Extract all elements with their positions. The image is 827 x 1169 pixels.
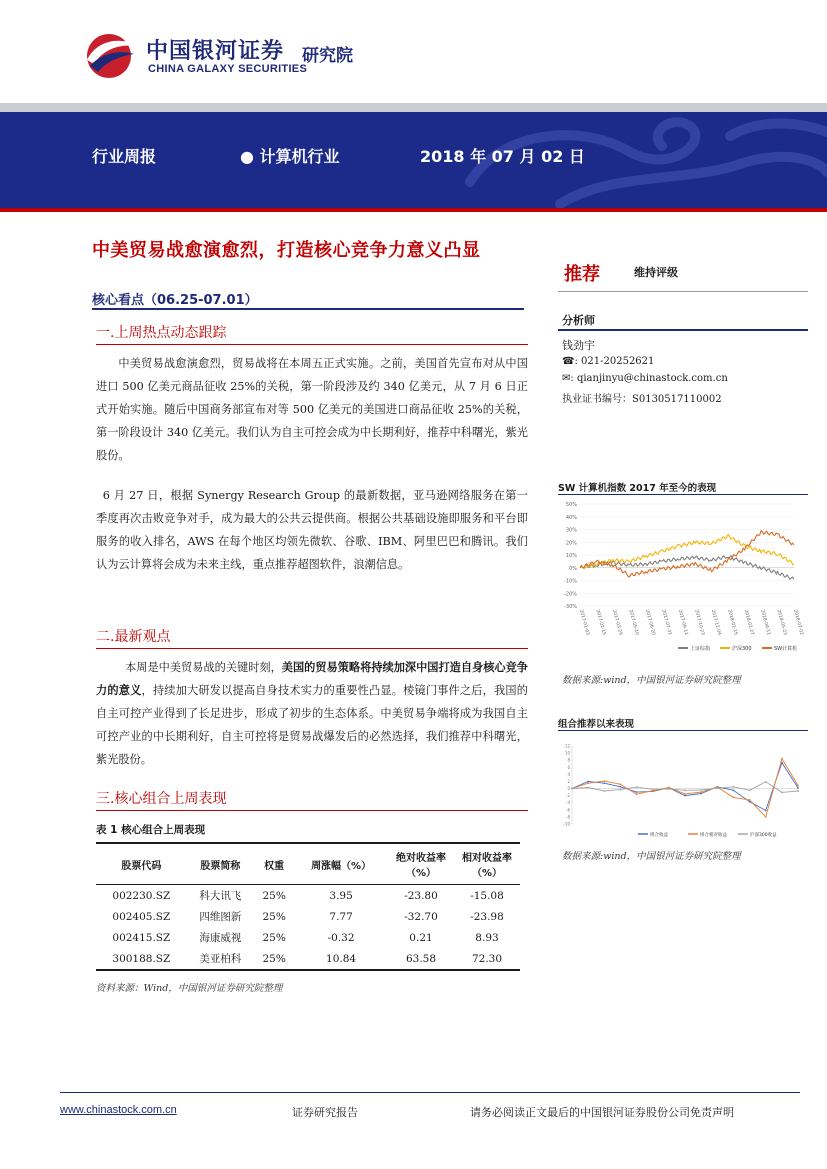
table-cell: -0.32 [327, 931, 355, 944]
col-header: 权重 [264, 860, 285, 872]
table-cell: 300188.SZ [112, 952, 171, 965]
table-cell: 四维图新 [199, 911, 242, 923]
report-date: 2018 年 07 月 02 日 [420, 147, 585, 166]
table-cell: 72.30 [471, 952, 503, 965]
portfolio-table [96, 842, 520, 971]
col-header: 绝对收益率（%） [396, 853, 446, 879]
industry-label: ● 计算机行业 [240, 147, 340, 166]
chart-2-rule [558, 730, 808, 731]
brand-name-en: CHINA GALAXY SECURITIES [148, 63, 308, 75]
section-1-paragraph-2: 6 月 27 日，根据 Synergy Research Group 的最新数据，亚马逊网络服务在第一季度再次击败竞争对手，成为最大的公共云提供商。根据公共基础设施即服务和平台即服务的收入排名，AWS 在每个地区均领先微软、谷歌、IBM、阿里巴巴和腾讯。我们认为云计算将会成为未来主线，重点推荐超图软件，浪潮信息。 [96, 489, 528, 571]
x-tick-label: 2017-05-10 [627, 609, 640, 636]
data-point [603, 782, 605, 784]
data-point [636, 786, 638, 788]
x-tick-label: 2018-02-27 [742, 609, 755, 636]
table-row [96, 948, 520, 970]
table-cell: -23.98 [470, 910, 504, 923]
chart-1-rule [558, 494, 808, 495]
section-2-rule [96, 648, 528, 649]
series-line [572, 759, 798, 817]
y-tick-label: -10 [563, 821, 570, 827]
x-tick-label: 2018-04-11 [759, 609, 771, 636]
y-tick-label: -8 [566, 814, 570, 820]
table-cell: 63.58 [405, 952, 437, 965]
table-cell: -23.80 [404, 889, 438, 902]
table-cell: -15.08 [470, 889, 504, 902]
brand-name-cn: 中国银河证券 [146, 39, 285, 64]
col-header: 周涨幅（%） [311, 860, 372, 872]
section-2-paragraph: 本周是中美贸易战的关键时刻，美国的贸易策略将持续加深中国打造自身核心竞争力的意义，持续加大研发以提高自身技术实力的重要性凸显。棱镜门事件之后，我国的自主可控产业得到了长足进步，形成了初步的生态体系。中美贸易争端将成为我国自主可控产业的中长期利好，自主可控将是贸易战爆发后的必然选择，我们推荐中科曙光，紫光股份。 [96, 660, 528, 766]
table-cell: 25% [262, 910, 286, 923]
table-cell: 海康威视 [199, 932, 242, 944]
table-cell: 25% [262, 931, 286, 944]
col-header: 相对收益率（%） [462, 853, 512, 879]
report-type: 行业周报 [92, 147, 157, 166]
data-point [587, 782, 589, 784]
data-point [733, 797, 735, 799]
section-3-title: 三.核心组合上周表现 [96, 791, 227, 807]
data-point [620, 786, 622, 788]
portfolio-performance-chart [558, 740, 808, 840]
data-point [684, 789, 686, 791]
chart-2-title: 组合推荐以来表现 [558, 719, 635, 730]
data-point [684, 793, 686, 795]
y-tick-label: -20% [564, 591, 577, 598]
table-row [96, 885, 520, 907]
y-tick-label: 12 [564, 743, 570, 749]
legend-label: 组合相对收益 [700, 833, 727, 838]
data-point [733, 786, 735, 788]
table-row [96, 927, 520, 948]
y-tick-label: 10 [564, 750, 570, 756]
x-tick-label: 2017-02-15 [594, 609, 607, 636]
table-cell: 美亚柏科 [199, 953, 242, 965]
galaxy-logo-icon [82, 30, 138, 80]
phone-icon: ☎ [562, 356, 575, 367]
data-point [749, 799, 751, 801]
series-line [572, 763, 798, 811]
table-cell: 10.84 [326, 952, 357, 965]
y-tick-label: -6 [566, 807, 570, 813]
data-point [781, 792, 783, 794]
chart-2-source: 数据来源:wind，中国银河证券研究院整理 [562, 851, 741, 862]
y-tick-label: -30% [564, 604, 577, 610]
table-row [96, 906, 520, 927]
banner-red-rule [0, 208, 827, 212]
y-tick-label: 50% [565, 502, 577, 508]
data-point [652, 788, 654, 790]
data-point [587, 781, 589, 783]
x-tick-label: 2018-01-15 [726, 609, 738, 636]
legend-label: 上证综指 [690, 646, 711, 652]
analyst-name: 钱劲宇 [562, 339, 595, 352]
table-caption: 表 1 核心组合上周表现 [96, 824, 206, 836]
analyst-heading: 分析师 [562, 314, 595, 327]
legend-label: 组合收益 [650, 833, 668, 838]
core-view-rule [92, 308, 524, 310]
y-tick-label: 8 [567, 757, 570, 763]
email-row: ✉: qianjinyu@chinastock.com.cn [562, 373, 728, 384]
certificate-number: 执业证书编号：S0130517110002 [562, 394, 722, 405]
email-address[interactable]: qianjinyu@chinastock.com.cn [576, 373, 728, 384]
table-cell: 002415.SZ [112, 931, 171, 944]
col-header: 股票代码 [121, 860, 162, 872]
report-title: 中美贸易战愈演愈烈，打造核心竞争力意义凸显 [92, 240, 481, 261]
rating-note: 维持评级 [634, 266, 678, 279]
data-point [765, 810, 767, 812]
section-1-rule [96, 344, 528, 345]
series-line [580, 531, 794, 577]
table-cell: 002230.SZ [112, 889, 171, 902]
y-tick-label: -2 [566, 793, 570, 799]
analyst-rule [558, 329, 808, 331]
x-tick-label: 2017-03-29 [610, 609, 623, 636]
data-point [797, 790, 799, 792]
data-point [620, 789, 622, 791]
y-tick-label: 10% [565, 553, 577, 559]
y-tick-label: 2 [567, 778, 570, 784]
phone-row: ☎: 021-20252621 [562, 356, 655, 367]
data-point [700, 789, 702, 791]
table-cell: 7.77 [329, 910, 353, 923]
section-3-rule [96, 810, 528, 811]
y-tick-label: 30% [565, 527, 577, 534]
y-tick-label: 4 [567, 771, 570, 777]
y-tick-label: 40% [565, 514, 577, 521]
header-divider [0, 103, 827, 112]
y-tick-label: -4 [566, 800, 570, 806]
rating: 推荐 [564, 264, 600, 285]
data-point [797, 784, 799, 786]
data-point [603, 790, 605, 792]
section-2-title: 二.最新观点 [96, 629, 171, 645]
table-cell: 25% [262, 889, 286, 902]
x-tick-label: 2018-05-23 [775, 609, 788, 636]
table-cell: 科大讯飞 [199, 890, 242, 902]
data-point [797, 787, 799, 789]
x-tick-label: 2017-10-23 [693, 609, 705, 636]
table-source: 资料来源：Wind，中国银河证券研究院整理 [96, 983, 283, 994]
footer-rule [60, 1092, 800, 1093]
footer-label: 证券研究报告 [292, 1106, 358, 1119]
y-tick-label: 6 [567, 764, 570, 770]
legend-label: SW计算机 [774, 646, 798, 652]
table-cell: 0.21 [409, 931, 433, 944]
legend-label: 沪深300收益 [750, 833, 777, 838]
core-view-heading: 核心看点（06.25-07.01） [92, 293, 258, 308]
y-tick-label: -10% [564, 578, 577, 585]
phone-number: 021-20252621 [581, 356, 655, 367]
data-point [571, 788, 573, 790]
chart-1-source: 数据来源:wind，中国银河证券研究院整理 [562, 675, 741, 686]
y-tick-label: 0 [567, 786, 570, 792]
footer-disclaimer: 请务必阅读正文最后的中国银河证券股份公司免责声明 [470, 1106, 734, 1119]
data-point [603, 780, 605, 782]
x-tick-label: 2017-09-11 [676, 609, 689, 636]
y-tick-label: 20% [565, 540, 577, 547]
data-point [765, 781, 767, 783]
data-point [781, 758, 783, 760]
x-tick-label: 2017-06-20 [643, 609, 656, 636]
data-point [749, 789, 751, 791]
section-1-title: 一.上周热点动态跟踪 [96, 325, 227, 341]
data-point [684, 795, 686, 797]
table-header-row [96, 843, 520, 885]
section-1-paragraph-1: 中美贸易战愈演愈烈，贸易战将在本周五正式实施。之前，美国首先宣布对从中国进口 500 亿美元商品征收 25%的关税，第一阶段涉及约 340 亿美元，从 7 月 6 日正式开始实施。随后中国商务部宣布对等 500 亿美元的美国进口商品征收 25%的关税，第一阶段设计 340 亿美元。我们认为自主可控会成为中长期利好，推荐中科曙光，紫光股份。 [96, 357, 528, 462]
table-cell: 3.95 [329, 889, 353, 902]
table-cell: 25% [262, 952, 286, 965]
data-point [765, 816, 767, 818]
data-point [587, 787, 589, 789]
x-tick-label: 2018-07-02 [792, 609, 804, 636]
table-cell: -32.70 [404, 910, 438, 923]
data-point [668, 788, 670, 790]
y-tick-label: 0% [569, 565, 577, 572]
x-tick-label: 2017-12-04 [709, 609, 722, 636]
legend-label: 沪深300 [732, 646, 752, 652]
mail-icon: ✉ [562, 373, 571, 384]
table-cell: 002405.SZ [112, 910, 171, 923]
x-tick-label: 2017-01-03 [578, 609, 590, 636]
data-point [636, 793, 638, 795]
data-point [620, 783, 622, 785]
sidebar-rule [558, 291, 808, 292]
data-point [700, 791, 702, 793]
brand-institute: 研究院 [302, 46, 353, 66]
data-point [716, 787, 718, 789]
sw-computer-index-chart [558, 498, 808, 658]
table-cell: 8.93 [475, 931, 499, 944]
x-tick-label: 2017-07-31 [660, 609, 672, 636]
chart-1-title: SW 计算机指数 2017 年至今的表现 [558, 483, 717, 494]
footer-url-link[interactable]: www.chinastock.com.cn [60, 1104, 177, 1116]
col-header: 股票简称 [200, 860, 241, 872]
data-point [733, 789, 735, 791]
data-point [636, 791, 638, 793]
